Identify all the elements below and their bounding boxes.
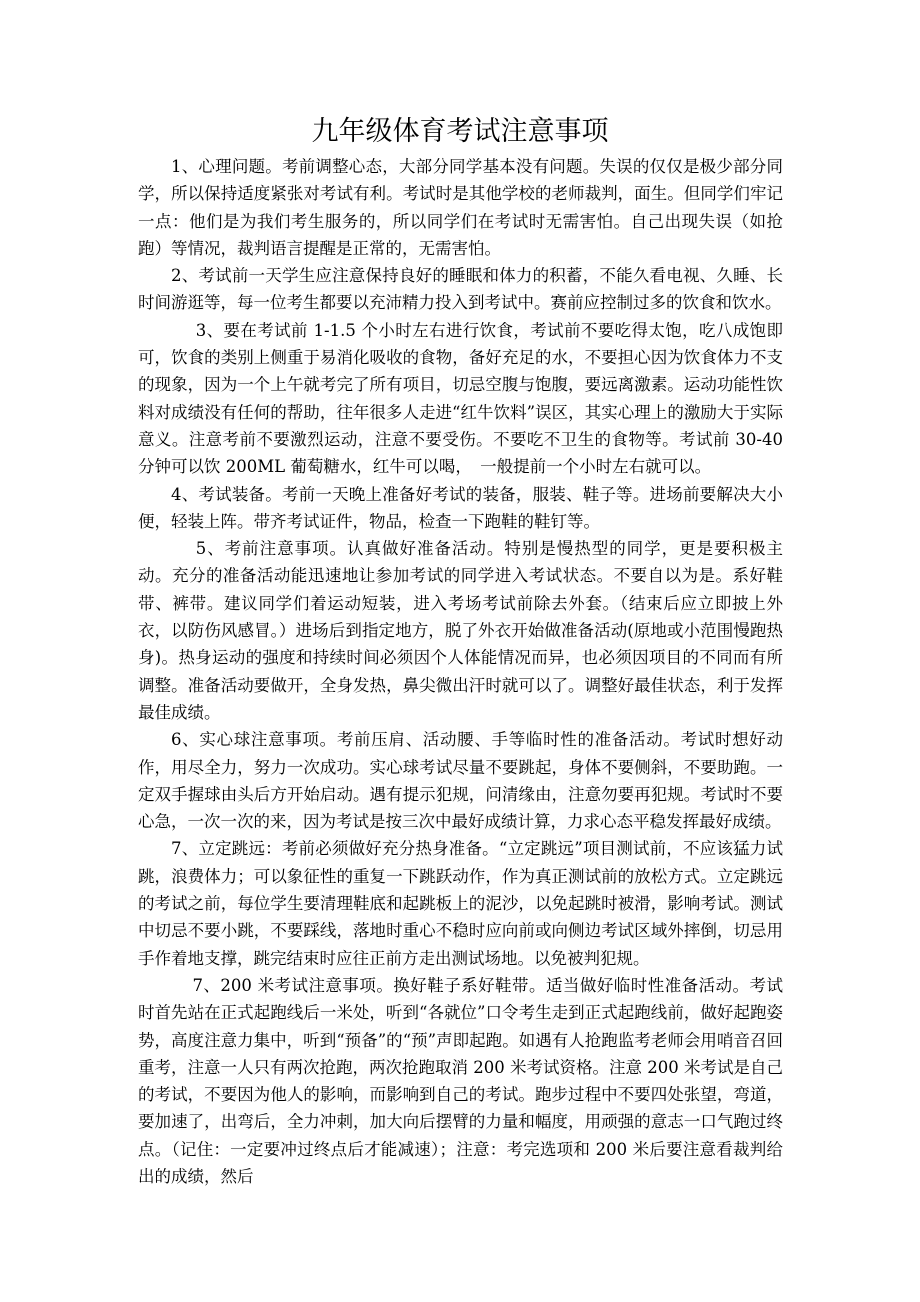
paragraph-psychology: 1、心理问题。考前调整心态，大部分同学基本没有问题。失误的仅仅是极少部分同学，所以保持适度紧张对考试有利。考试时是其他学校的老师裁判，面生。但同学们牢记一点：他们是为我们考生服务的，所以同学们在考试时无需害怕。自己出现失误（如抢跑）等情况，裁判语言提醒是正常的，无需害怕。 bbox=[138, 157, 783, 258]
paragraph-warmup: 5、考前注意事项。认真做好准备活动。特别是慢热型的同学，更是要积极主动。充分的准备活动能迅速地让参加考试的同学进入考试状态。不要自以为是。系好鞋带、裤带。建议同学们着运动短装，进入考场考试前除去外套。（结束后应立即披上外衣，以防伤风感冒。）进场后到指定地方，脱了外衣开始做准备活动(原地或小范围慢跑热身)。热身运动的强度和持续时间必须因个人体能情况而异，也必须因项目的不同而有所调整。准备活动要做开，全身发热，鼻尖微出汗时就可以了。调整好最佳状态，利于发挥最佳成绩。 bbox=[138, 539, 783, 722]
paragraph-day-before: 2、考试前一天学生应注意保持良好的睡眠和体力的积蓄，不能久看电视、久睡、长时间游逛等，每一位考生都要以充沛精力投入到考试中。赛前应控制过多的饮食和饮水。 bbox=[138, 266, 783, 313]
paragraph-equipment: 4、考试装备。考前一天晚上准备好考试的装备，服装、鞋子等。进场前要解决大小便，轻装上阵。带齐考试证件，物品，检查一下跑鞋的鞋钉等。 bbox=[138, 484, 783, 531]
paragraph-200m-run: 7、200 米考试注意事项。换好鞋子系好鞋带。适当做好临时性准备活动。考试时首先站在正式起跑线后一米处，听到“各就位”口令考生走到正式起跑线前，做好起跑姿势，高度注意力集中，听到“预备”的“预”声即起跑。如遇有人抢跑监考老师会用哨音召回重考，注意一人只有两次抢跑，两次抢跑取消 200 米考试资格。注意 200 米考试是自己的考试，不要因为他人的影响，而影响到自己的考试。跑步过程中不要四处张望，弯道，要加速了，出弯后，全力冲刺，加大向后摆臂的力量和幅度，用顽强的意志一口气跑过终点。（记住：一定要冲过终点后才能减速）；注意：考完选项和 200 米后要注意看裁判给出的成绩，然后 bbox=[138, 975, 783, 1186]
document-body bbox=[138, 153, 783, 1190]
paragraph-diet: 3、要在考试前 1-1.5 个小时左右进行饮食，考试前不要吃得太饱，吃八成饱即可，饮食的类别上侧重于易消化吸收的食物，备好充足的水，不要担心因为饮食体力不支的现象，因为一个上午就考完了所有项目，切忌空腹与饱腹，要远离激素。运动功能性饮料对成绩没有任何的帮助，往年很多人走进“红牛饮料”误区，其实心理上的激励大于实际意义。注意考前不要激烈运动，注意不要受伤。不要吃不卫生的食物等。考试前 30-40 分钟可以饮 200ML 葡萄糖水，红牛可以喝， 一般提前一个小时左右就可以。 bbox=[138, 320, 783, 477]
paragraph-medicine-ball: 6、实心球注意事项。考前压肩、活动腰、手等临时性的准备活动。考试时想好动作，用尽全力，努力一次成功。实心球考试尽量不要跳起，身体不要侧斜，不要助跑。一定双手握球由头后方开始启动。遇有提示犯规，问清缘由，注意勿要再犯规。考试时不要心急，一次一次的来，因为考试是按三次中最好成绩计算，力求心态平稳发挥最好成绩。 bbox=[138, 730, 783, 832]
paragraph-standing-jump: 7、立定跳远：考前必须做好充分热身准备。“立定跳远”项目测试前，不应该猛力试跳，浪费体力；可以象征性的重复一下跳跃动作，作为真正测试前的放松方式。立定跳远的考试之前，每位学生要清理鞋底和起跳板上的泥沙，以免起跳时被滑，影响考试。测试中切忌不要小跳，不要踩线，落地时重心不稳时应向前或向侧边考试区域外摔倒，切忌用手作着地支撑，跳完结束时应往正前方走出测试场地。以免被判犯规。 bbox=[138, 839, 783, 968]
document-title: 九年级体育考试注意事项 bbox=[311, 116, 609, 147]
